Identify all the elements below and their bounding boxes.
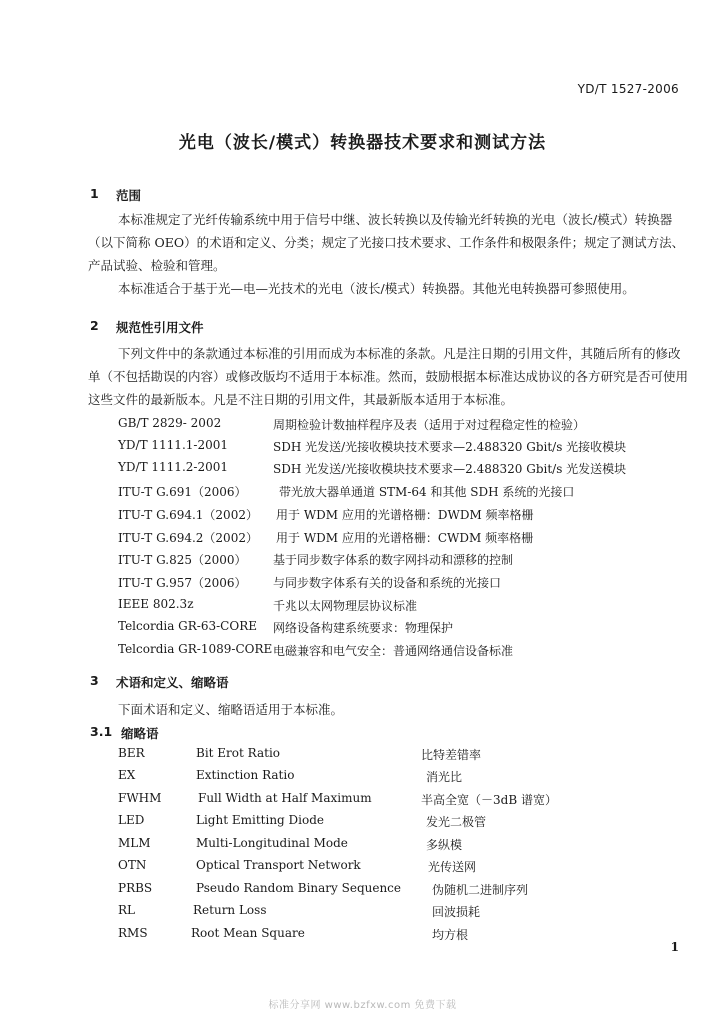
abbr-term: LED	[118, 813, 145, 827]
abbr-term: FWHM	[118, 791, 162, 805]
abbr-full: Return Loss	[193, 903, 267, 917]
abbr-full: Bit Erot Ratio	[196, 746, 280, 760]
abbr-term: RL	[118, 903, 136, 917]
ref-title: 基于同步数字体系的数字网抖动和漂移的控制	[273, 553, 514, 567]
abbr-full: Multi-Longitudinal Mode	[196, 836, 348, 850]
refs-intro: 下列文件中的条款通过本标准的引用而成为本标准的条款。凡是注日期的引用文件，其随后所有的修改单（不包括勘误的内容）或修改版均不适用于本标准。然而，鼓励根据本标准达成协议的各方研究是否可使用这些文件的最新版本。凡是不注日期的引用文件，其最新版本适用于本标准。	[88, 346, 689, 407]
abbr-full: Pseudo Random Binary Sequence	[196, 881, 402, 895]
section-3-title: 术语和定义、缩略语	[116, 675, 229, 690]
section-1-body	[88, 208, 688, 300]
abbr-chinese: 发光二极管	[426, 815, 487, 829]
section-3-intro: 下面术语和定义、缩略语适用于本标准。	[118, 702, 344, 717]
section-2-title: 规范性引用文件	[116, 320, 204, 335]
abbr-term: MLM	[118, 836, 151, 850]
abbr-chinese: 消光比	[426, 770, 463, 784]
section-1-number: 1	[90, 186, 99, 201]
abbr-term: EX	[118, 768, 136, 782]
abbr-chinese: 半高全宽（－3dB 谱宽）	[421, 793, 557, 807]
abbr-full: Optical Transport Network	[196, 858, 361, 872]
abbr-chinese: 比特差错率	[421, 748, 482, 762]
scope-paragraph-2: 本标准适合于基于光—电—光技术的光电（波长/模式）转换器。其他光电转换器可参照使用。	[118, 281, 635, 296]
scope-paragraph-1: 本标准规定了光纤传输系统中用于信号中继、波长转换以及传输光纤转换的光电（波长/模式）转换器（以下简称 OEO）的术语和定义、分类；规定了光接口技术要求、工作条件和极限条件；规定了测试方法、产品试验、检验和管理。	[88, 212, 685, 273]
abbr-full: Light Emitting Diode	[196, 813, 325, 827]
ref-code: ITU-T G.957（2006）	[118, 576, 247, 590]
ref-code: ITU-T G.694.2（2002）	[118, 531, 258, 545]
abbr-chinese: 伪随机二进制序列	[432, 883, 529, 897]
abbr-chinese: 光传送网	[428, 860, 477, 874]
abbr-full: Full Width at Half Maximum	[198, 791, 372, 805]
ref-title: 带光放大器单通道 STM-64 和其他 SDH 系统的光接口	[279, 485, 575, 499]
abbr-term: BER	[118, 746, 145, 760]
abbr-term: OTN	[118, 858, 147, 872]
page-number: 1	[670, 940, 679, 954]
abbr-full: Extinction Ratio	[196, 768, 295, 782]
ref-code: GB/T 2829- 2002	[118, 416, 222, 430]
ref-title: 用于 WDM 应用的光谱格栅：CWDM 频率格栅	[276, 531, 534, 545]
ref-code: YD/T 1111.2-2001	[118, 460, 228, 474]
ref-code: IEEE 802.3z	[118, 597, 194, 611]
ref-title: 网络设备构建系统要求：物理保护	[273, 621, 454, 635]
standard-code: YD/T 1527-2006	[577, 82, 679, 96]
section-3-1-title: 缩略语	[121, 726, 159, 741]
document-title: 光电（波长/模式）转换器技术要求和测试方法	[178, 133, 547, 153]
ref-title: 千兆以太网物理层协议标准	[273, 599, 418, 613]
section-3-1-number: 3.1	[90, 724, 113, 739]
section-2-intro	[88, 342, 688, 411]
abbr-chinese: 多纵模	[426, 838, 463, 852]
ref-title: 电磁兼容和电气安全：普通网络通信设备标准	[273, 644, 514, 658]
ref-title: 与同步数字体系有关的设备和系统的光接口	[273, 576, 502, 590]
abbr-chinese: 均方根	[432, 928, 469, 942]
ref-code: Telcordia GR-1089-CORE	[118, 642, 273, 656]
footer-watermark: 标准分享网 www.bzfxw.com 免费下载	[268, 1000, 457, 1011]
ref-code: Telcordia GR-63-CORE	[118, 619, 257, 633]
ref-code: ITU-T G.825（2000）	[118, 553, 247, 567]
abbr-chinese: 回波损耗	[432, 905, 481, 919]
ref-title: SDH 光发送/光接收模块技术要求—2.488320 Gbit/s 光发送模块	[273, 462, 627, 476]
ref-title: 周期检验计数抽样程序及表（适用于对过程稳定性的检验）	[273, 418, 586, 432]
ref-code: ITU-T G.694.1（2002）	[118, 508, 258, 522]
section-1-title: 范围	[116, 188, 142, 203]
ref-code: YD/T 1111.1-2001	[118, 438, 228, 452]
abbr-full: Root Mean Square	[191, 926, 305, 940]
ref-title: SDH 光发送/光接收模块技术要求—2.488320 Gbit/s 光接收模块	[273, 440, 627, 454]
section-3-number: 3	[90, 673, 99, 688]
ref-title: 用于 WDM 应用的光谱格栅：DWDM 频率格栅	[276, 508, 534, 522]
section-2-number: 2	[90, 318, 99, 333]
ref-code: ITU-T G.691（2006）	[118, 485, 247, 499]
abbr-term: RMS	[118, 926, 148, 940]
abbr-term: PRBS	[118, 881, 153, 895]
